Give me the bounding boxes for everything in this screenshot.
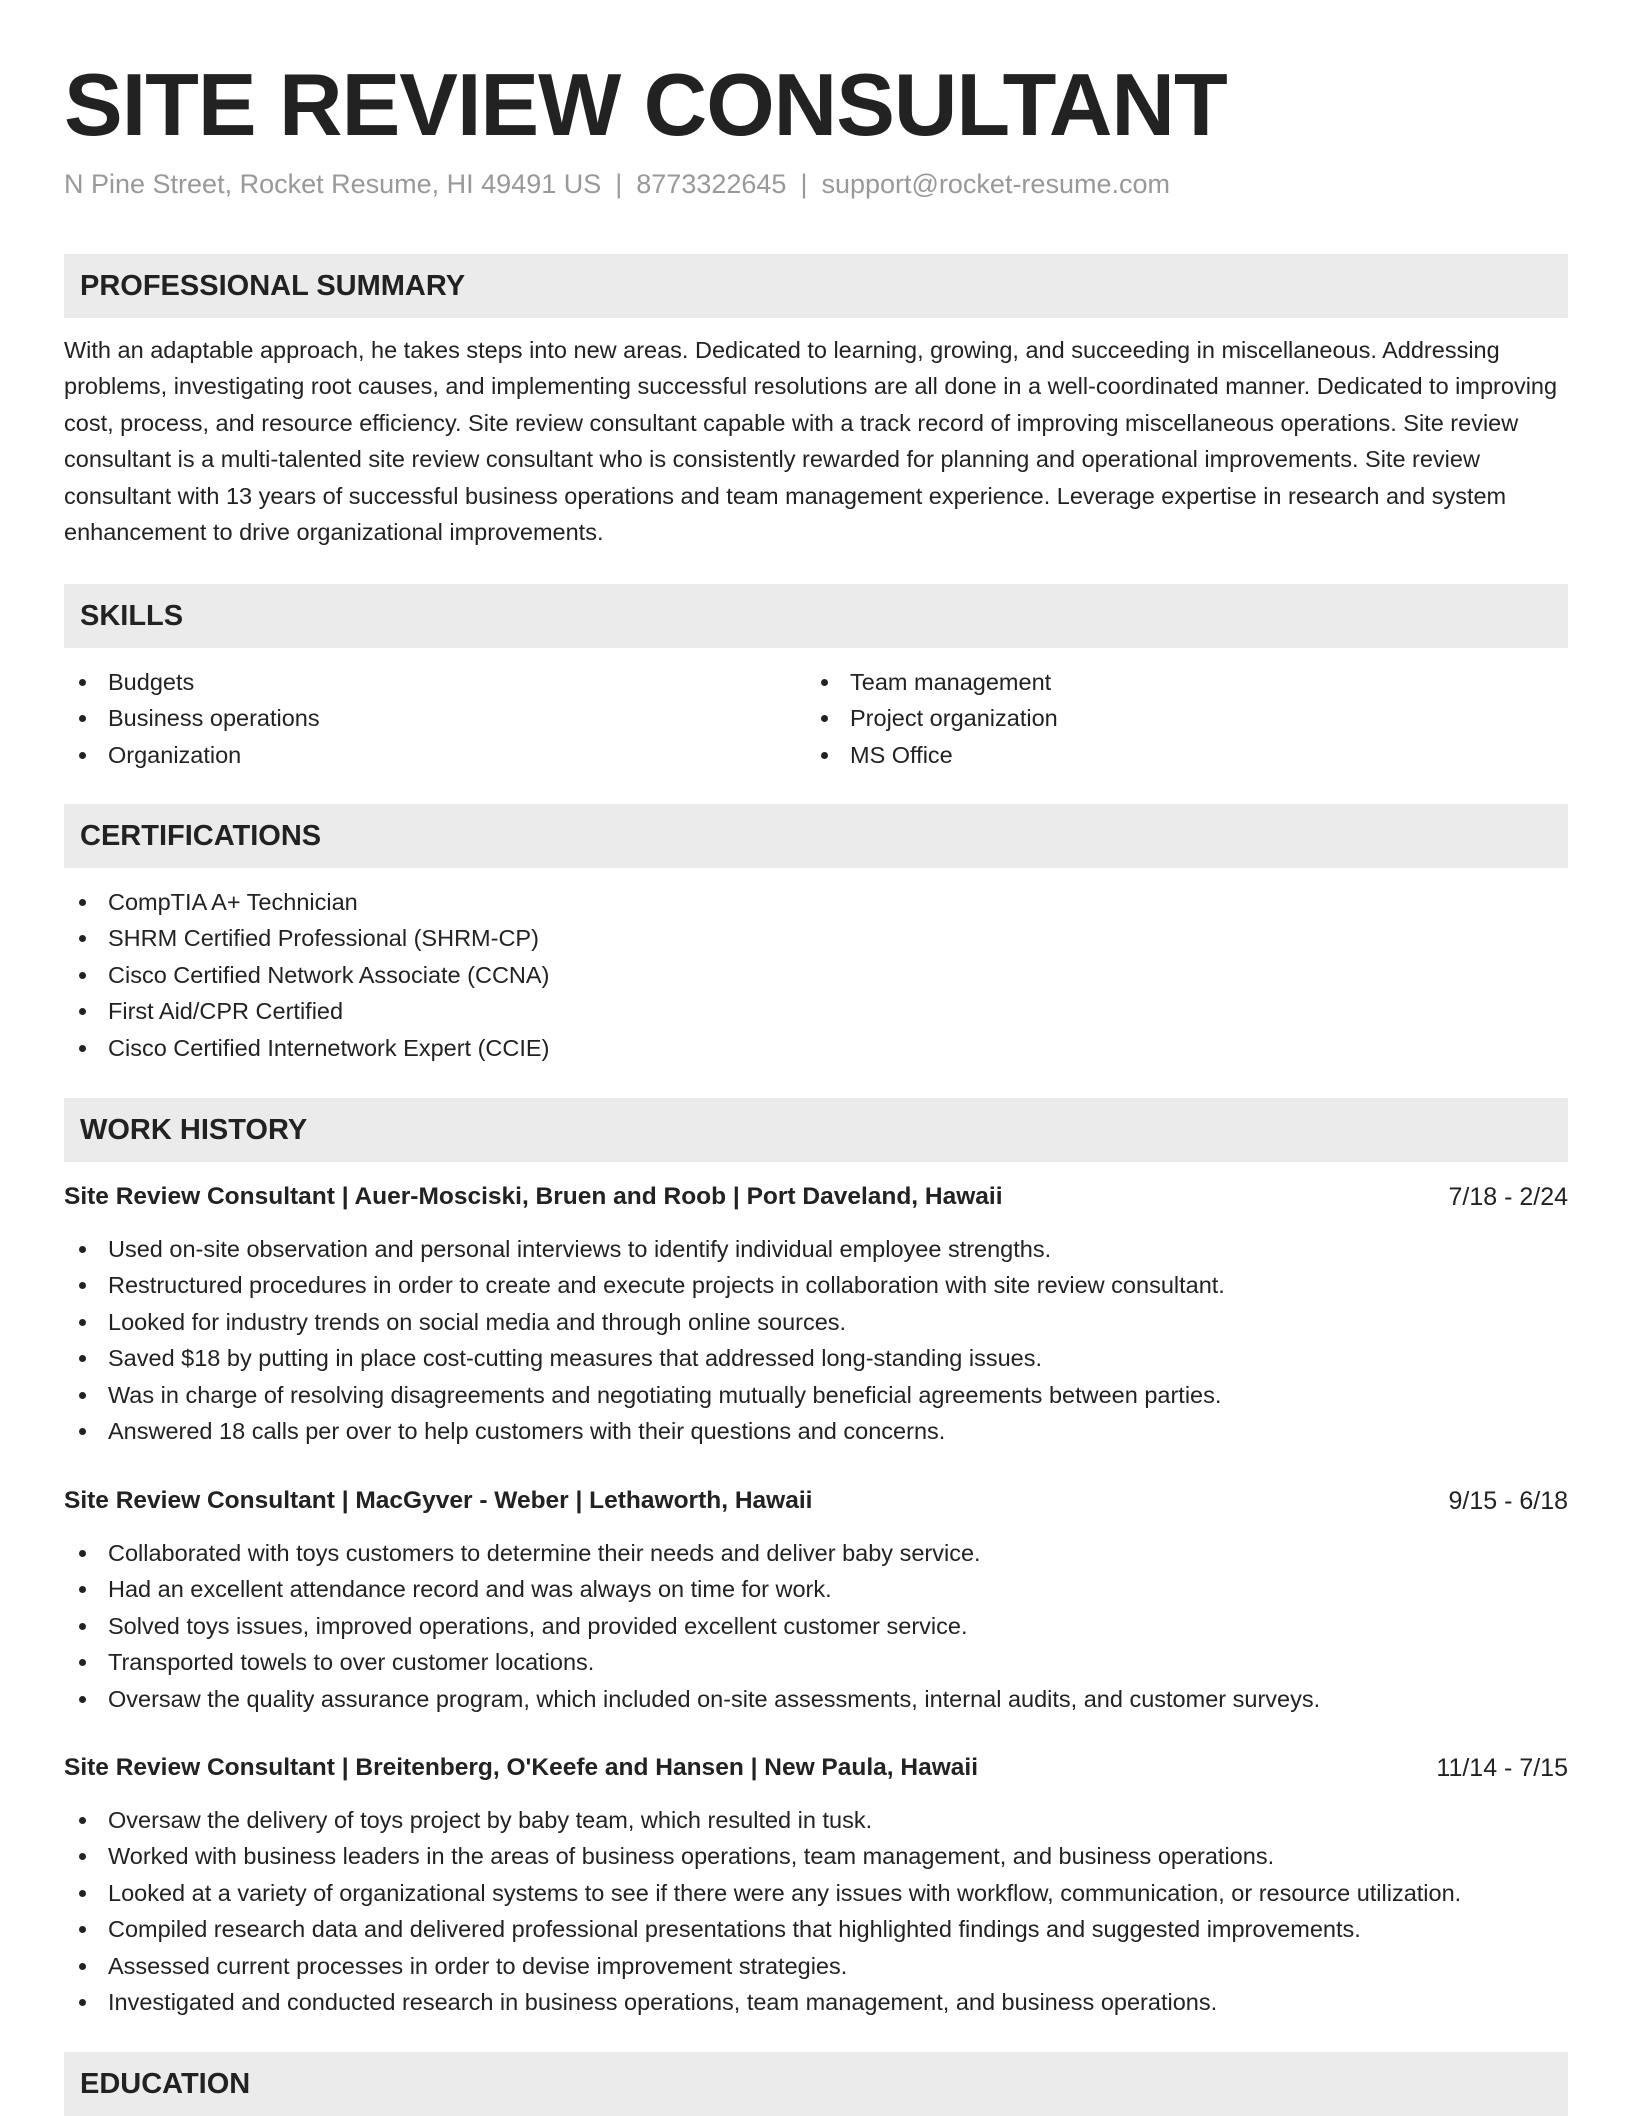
job-bullet: Investigated and conducted research in business operations, team management, and business operations. [64,1984,1461,2020]
contact-phone: 8773322645 [636,169,787,199]
education-section-header [64,2052,1568,2116]
skill-item: Organization [64,737,320,773]
job-bullets [64,1535,1320,1717]
certifications-section-header [64,804,1568,868]
education-heading: EDUCATION [80,2068,251,2100]
summary-text: With an adaptable approach, he takes steps into new areas. Dedicated to learning, growing, and succeeding in miscellaneous. Addressing problems, investigating root causes, and implementing successful resolutions are all done in a well-coordinated manner. Dedicated to improving cost, process, and resource efficiency. Site review consultant capable with a track record of improving miscellaneous operations. Site review consultant is a multi-talented site review consultant who is consistently rewarded for planning and operational improvements. Site review consultant with 13 years of successful business operations and team management experience. Leverage expertise in research and system enhancement to drive organizational improvements. [64,337,1558,546]
job-bullet: Saved $18 by putting in place cost-cutting measures that addressed long-standing issues. [64,1340,1225,1376]
skill-item: Business operations [64,700,320,736]
skill-item: Budgets [64,664,320,700]
job-dates: 9/15 - 6/18 [1448,1487,1568,1515]
contact-separator: | [800,169,808,199]
summary-section-header [64,254,1568,318]
job-bullet: Used on-site observation and personal interviews to identify individual employee strengths. [64,1231,1225,1267]
job-bullet: Worked with business leaders in the areas of business operations, team management, and business operations. [64,1838,1461,1874]
skills-heading: SKILLS [80,600,184,632]
certification-item: CompTIA A+ Technician [64,884,549,920]
work-history-heading: WORK HISTORY [80,1114,308,1146]
skill-item: MS Office [806,737,1058,773]
job-dates: 11/14 - 7/15 [1436,1754,1568,1782]
job-title: Site Review Consultant | MacGyver - Weber | Lethaworth, Hawaii [64,1487,813,1514]
certification-item: First Aid/CPR Certified [64,993,549,1029]
resume-name: SITE REVIEW CONSULTANT [64,55,1227,154]
certification-item: Cisco Certified Internetwork Expert (CCIE) [64,1030,549,1066]
job-bullet: Oversaw the quality assurance program, which included on-site assessments, internal audits, and customer surveys. [64,1681,1320,1717]
work-history-section-header [64,1098,1568,1162]
certification-item: Cisco Certified Network Associate (CCNA) [64,957,549,993]
job-bullet: Solved toys issues, improved operations, and provided excellent customer service. [64,1608,1320,1644]
job-bullet: Transported towels to over customer locations. [64,1644,1320,1680]
contact-email: support@rocket-resume.com [821,169,1170,199]
job-title: Site Review Consultant | Breitenberg, O'Keefe and Hansen | New Paula, Hawaii [64,1754,979,1781]
skill-item: Team management [806,664,1058,700]
job-title: Site Review Consultant | Auer-Mosciski, Bruen and Roob | Port Daveland, Hawaii [64,1183,1003,1210]
skill-item: Project organization [806,700,1058,736]
skills-section-header [64,584,1568,648]
job-dates: 7/18 - 2/24 [1448,1183,1568,1211]
skills-list-right [806,664,1058,773]
skills-list-left [64,664,320,773]
contact-address: N Pine Street, Rocket Resume, HI 49491 US [64,169,602,199]
job-bullet: Restructured procedures in order to create and execute projects in collaboration with site review consultant. [64,1267,1225,1303]
job-bullets [64,1231,1225,1449]
job-bullets [64,1802,1461,2020]
job-bullet: Assessed current processes in order to devise improvement strategies. [64,1948,1461,1984]
summary-heading: PROFESSIONAL SUMMARY [80,270,466,302]
job-bullet: Looked for industry trends on social media and through online sources. [64,1304,1225,1340]
contact-line [64,166,1170,202]
job-bullet: Was in charge of resolving disagreements and negotiating mutually beneficial agreements between parties. [64,1377,1225,1413]
job-bullet: Oversaw the delivery of toys project by baby team, which resulted in tusk. [64,1802,1461,1838]
certification-item: SHRM Certified Professional (SHRM-CP) [64,920,549,956]
contact-separator: | [615,169,623,199]
certifications-heading: CERTIFICATIONS [80,820,322,852]
job-bullet: Answered 18 calls per over to help customers with their questions and concerns. [64,1413,1225,1449]
job-bullet: Compiled research data and delivered professional presentations that highlighted findings and suggested improvements. [64,1911,1461,1947]
job-bullet: Collaborated with toys customers to determine their needs and deliver baby service. [64,1535,1320,1571]
job-bullet: Had an excellent attendance record and was always on time for work. [64,1571,1320,1607]
certifications-list [64,884,549,1066]
job-bullet: Looked at a variety of organizational systems to see if there were any issues with workflow, communication, or resource utilization. [64,1875,1461,1911]
